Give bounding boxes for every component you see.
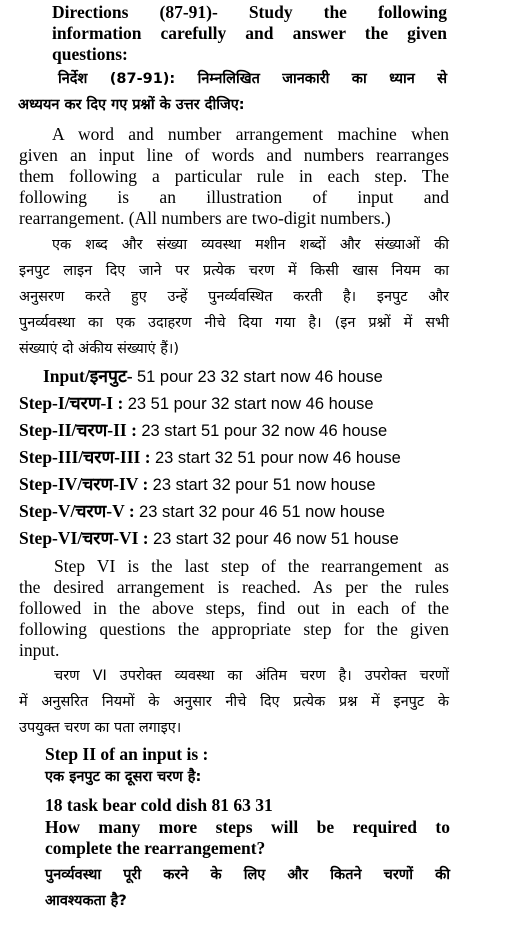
text-line: Step VI is the last step of the rearrangement as [54, 556, 449, 576]
text-line: following questions the appropriate step for the given [19, 619, 449, 639]
text-line: questions: [52, 44, 128, 64]
directions-heading-en [52, 2, 447, 65]
text-line: निर्देश (87-91): निम्नलिखित जानकारी का ध्यान से [58, 71, 447, 87]
text-line: एक शब्द और संख्या व्यवस्था मशीन शब्दों और संख्याओं की [52, 237, 449, 253]
step-line [19, 501, 385, 523]
text-line: them following a particular rule in each step. The [19, 166, 449, 186]
text-line: How many more steps will be required to [45, 817, 450, 837]
text-line: पुनर्व्यवस्था पूरी करने के लिए और कितने चरणों की [45, 867, 450, 883]
step-value: 23 start 32 51 pour now 46 house [154, 449, 401, 467]
outro-paragraph-hi [19, 663, 449, 741]
question-text-hi [45, 862, 450, 914]
text-line: इनपुट लाइन दिए जाने पर प्रत्येक चरण में किसी खास नियम का [19, 263, 449, 279]
text-line: संख्याएं दो अंकीय संख्याएं हैं।) [19, 341, 180, 357]
directions-heading-hi [18, 66, 447, 118]
text-line: A word and number arrangement machine when [52, 124, 449, 144]
step-line [19, 474, 376, 496]
step-label: Step-II/चरण-II : [19, 420, 137, 440]
step-label: Input/इनपुट- [43, 366, 133, 386]
step-line [19, 447, 401, 469]
text-line: अध्ययन कर दिए गए प्रश्नों के उत्तर दीजिए: [18, 97, 245, 113]
text-line: पुनर्व्यवस्था का एक उदाहरण नीचे दिया गया है। (इन प्रश्नों में सभी [19, 315, 449, 331]
text-line: में अनुसरित नियमों के अनुसार नीचे दिए प्रत्येक प्रश्न में इनपुट के [19, 694, 449, 710]
text-line: चरण VI उपरोक्त व्यवस्था का अंतिम चरण है। उपरोक्त चरणों [54, 668, 449, 684]
text-line: rearrangement. (All numbers are two-digit numbers.) [19, 208, 391, 228]
intro-paragraph-hi [19, 232, 449, 362]
text-line: Directions (87-91)- Study the following [52, 2, 447, 22]
step-label: Step-III/चरण-III : [19, 447, 151, 467]
question-text-en [45, 817, 450, 859]
step-value: 23 start 32 pour 51 now house [152, 476, 376, 494]
intro-paragraph-en [19, 124, 449, 229]
step-value: 23 start 32 pour 46 51 now house [139, 503, 385, 521]
text-line: following is an illustration of input and [19, 187, 449, 207]
text-line: the desired arrangement is reached. As per the rules [19, 577, 449, 597]
text-line: आवश्यकता है? [45, 893, 127, 909]
step-value: 23 start 32 pour 46 now 51 house [152, 530, 399, 548]
input-line [43, 366, 383, 388]
step-label: Step-VI/चरण-VI : [19, 528, 149, 548]
step-value: 23 51 pour 32 start now 46 house [127, 395, 374, 413]
step-value: 51 pour 23 32 start now 46 house [136, 368, 383, 386]
text-line: information carefully and answer the given [52, 23, 447, 43]
text-line: complete the rearrangement? [45, 838, 266, 858]
text-line: followed in the above steps, find out in each of the [19, 598, 449, 618]
text-line: उपयुक्त चरण का पता लगाइए। [19, 720, 182, 736]
step-label: Step-V/चरण-V : [19, 501, 135, 521]
step-line [19, 528, 399, 550]
question-given-en: Step II of an input is : [45, 744, 209, 764]
text-line: अनुसरण करते हुए उन्हें पुनर्व्यवस्थित करती है। इनपुट और [19, 289, 449, 305]
step-line [19, 393, 374, 415]
outro-paragraph-en [19, 556, 449, 661]
question-given-hi: एक इनपुट का दूसरा चरण है: [45, 769, 202, 785]
step-label: Step-I/चरण-I : [19, 393, 124, 413]
step-line [19, 420, 387, 442]
step-value: 23 start 51 pour 32 now 46 house [141, 422, 388, 440]
text-line: given an input line of words and numbers rearranges [19, 145, 449, 165]
step-label: Step-IV/चरण-IV : [19, 474, 149, 494]
question-sequence: 18 task bear cold dish 81 63 31 [45, 795, 273, 815]
text-line: input. [19, 640, 60, 660]
